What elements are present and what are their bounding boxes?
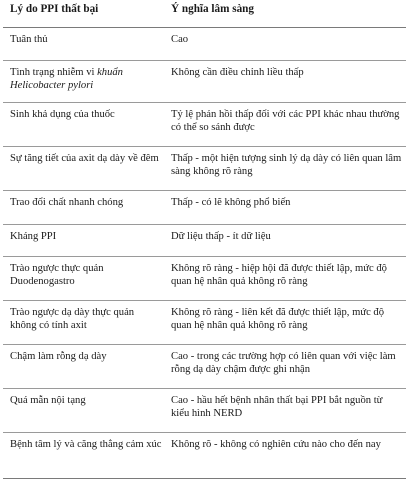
reason-cell: Bệnh tâm lý và căng thẳng cảm xúc xyxy=(3,433,166,479)
table-row xyxy=(3,61,406,103)
reason-cell: Chậm làm rỗng dạ dày xyxy=(3,345,166,389)
meaning-cell: Cao xyxy=(166,28,406,61)
meaning-cell: Thấp - có lẽ không phổ biến xyxy=(166,191,406,225)
meaning-cell: Thấp - một hiện tượng sinh lý dạ dày có liên quan lâm sàng không rõ ràng xyxy=(166,147,406,191)
reason-cell: Trào ngược dạ dày thực quản không có tính axit xyxy=(3,301,166,345)
table-row xyxy=(3,225,406,257)
meaning-cell: Cao - hầu hết bệnh nhân thất bại PPI bắt nguồn từ kiểu hình NERD xyxy=(166,389,406,433)
table-row xyxy=(3,345,406,389)
meaning-cell: Không cần điều chỉnh liều thấp xyxy=(166,61,406,103)
table-row xyxy=(3,301,406,345)
table-row xyxy=(3,103,406,147)
reason-cell: Tuân thủ xyxy=(3,28,166,61)
table-row xyxy=(3,191,406,225)
table-row xyxy=(3,257,406,301)
reason-cell: Trào ngược thực quản Duodenogastro xyxy=(3,257,166,301)
reason-cell: Quá mẫn nội tạng xyxy=(3,389,166,433)
table-header-row xyxy=(3,3,406,28)
meaning-cell: Tỷ lệ phản hồi thấp đối với các PPI khác nhau thường có thể so sánh được xyxy=(166,103,406,147)
meaning-cell: Không rõ - không có nghiên cứu nào cho đến nay xyxy=(166,433,406,479)
table-row xyxy=(3,389,406,433)
meaning-cell: Không rõ ràng - liên kết đã được thiết lập, mức độ quan hệ nhân quả không rõ ràng xyxy=(166,301,406,345)
table-row xyxy=(3,147,406,191)
header-clinical-meaning: Ý nghĩa lâm sàng xyxy=(166,3,406,28)
reason-italic-text: khuẩn Helicobacter pylori xyxy=(10,67,123,92)
table-row xyxy=(3,433,406,479)
reason-cell xyxy=(3,61,166,103)
ppi-failure-table xyxy=(3,3,406,479)
reason-cell: Trao đổi chất nhanh chóng xyxy=(3,191,166,225)
reason-cell: Kháng PPI xyxy=(3,225,166,257)
meaning-cell: Cao - trong các trường hợp có liên quan với việc làm rỗng dạ dày chậm được ghi nhận xyxy=(166,345,406,389)
meaning-cell: Không rõ ràng - hiệp hội đã được thiết lập, mức độ quan hệ nhân quả không rõ ràng xyxy=(166,257,406,301)
reason-text: Tình trạng nhiễm vi xyxy=(10,67,98,78)
header-reason: Lý do PPI thất bại xyxy=(3,3,166,28)
table-row xyxy=(3,28,406,61)
reason-cell: Sự tăng tiết của axit dạ dày về đêm xyxy=(3,147,166,191)
reason-cell: Sinh khả dụng của thuốc xyxy=(3,103,166,147)
meaning-cell: Dữ liệu thấp - ít dữ liệu xyxy=(166,225,406,257)
